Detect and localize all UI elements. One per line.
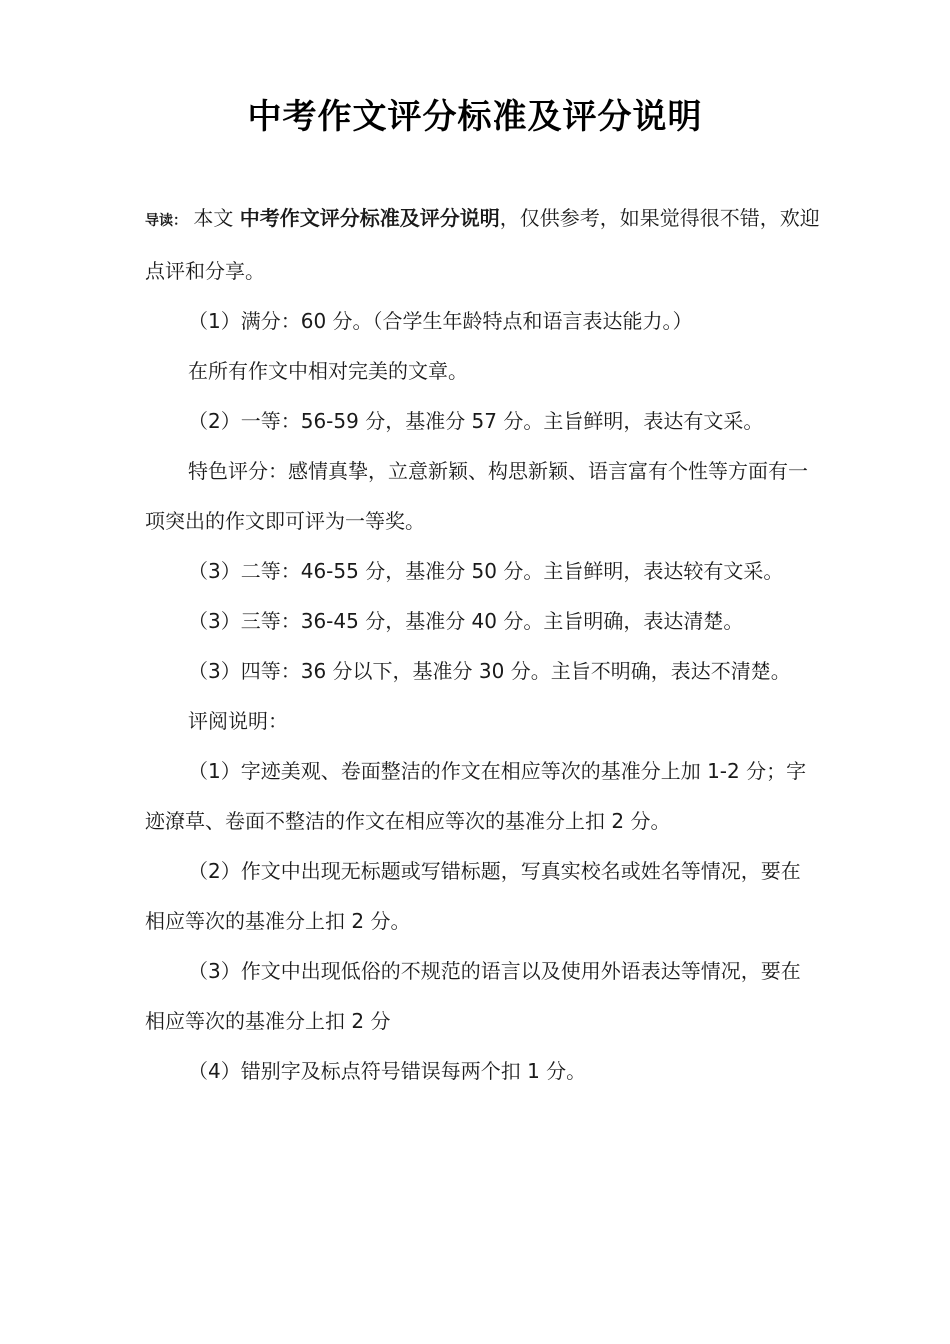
paragraph-review-heading: 评阅说明： xyxy=(188,709,288,733)
paragraph-rule-title: （2）作文中出现无标题或写错标题，写真实校名或姓名等情况，要在相应等次的基准分上扣 2 分。 xyxy=(145,859,801,933)
intro-label: 导读： xyxy=(145,213,187,229)
paragraph-special-scoring: 特色评分：感情真挚，立意新颖、构思新颖、语言富有个性等方面有一项突出的作文即可评为一等奖。 xyxy=(145,459,808,533)
paragraph-rule-handwriting: （1）字迹美观、卷面整洁的作文在相应等次的基准分上加 1-2 分；字迹潦草、卷面不整洁的作文在相应等次的基准分上扣 2 分。 xyxy=(145,759,807,833)
paragraph-rule-language: （3）作文中出现低俗的不规范的语言以及使用外语表达等情况，要在相应等次的基准分上扣 2 分 xyxy=(145,959,801,1033)
intro-pre: 本文 xyxy=(187,206,240,230)
intro-title-ref: 中考作文评分标准及评分说明 xyxy=(239,206,500,230)
paragraph-full-score-desc: 在所有作文中相对完美的文章。 xyxy=(188,359,468,383)
page-title: 中考作文评分标准及评分说明 xyxy=(247,97,703,137)
paragraph-grade-one: （2）一等：56-59 分，基准分 57 分。主旨鲜明，表达有文采。 xyxy=(188,409,764,433)
paragraph-rule-typos: （4）错别字及标点符号错误每两个扣 1 分。 xyxy=(188,1059,587,1083)
paragraph-grade-three: （3）三等：36-45 分，基准分 40 分。主旨明确，表达清楚。 xyxy=(188,609,744,633)
paragraph-grade-four: （3）四等：36 分以下，基准分 30 分。主旨不明确，表达不清楚。 xyxy=(188,659,791,683)
intro-paragraph xyxy=(145,193,820,296)
paragraph-grade-two: （3）二等：46-55 分，基准分 50 分。主旨鲜明，表达较有文采。 xyxy=(188,559,784,583)
document-body xyxy=(145,193,820,1096)
intro-post: ，仅供参考，如果觉得很不错，欢迎点评和分享。 xyxy=(145,206,820,283)
paragraph-full-score: （1）满分：60 分。（合学生年龄特点和语言表达能力。） xyxy=(188,309,693,333)
